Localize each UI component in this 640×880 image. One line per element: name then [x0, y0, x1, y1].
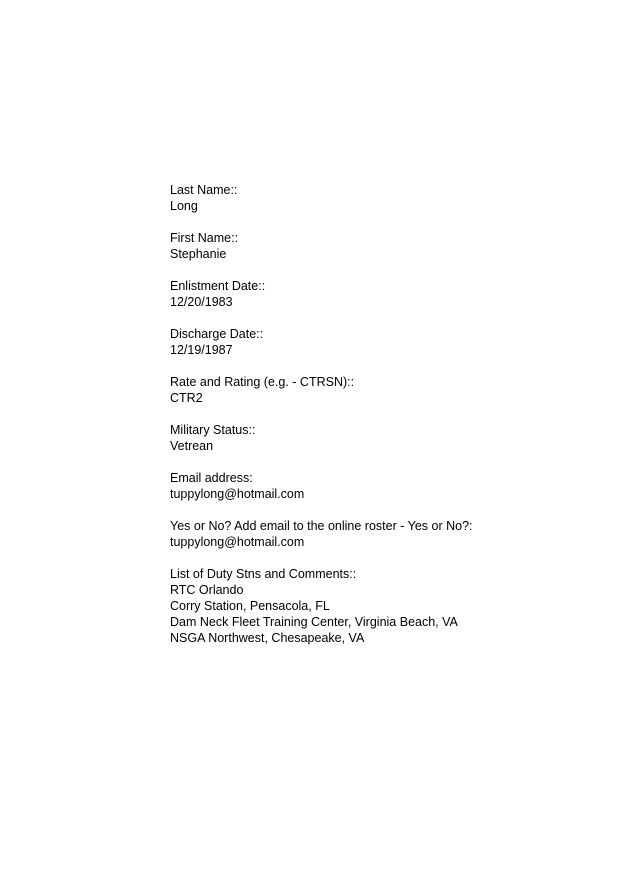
- field-rate-and-rating: [170, 374, 610, 406]
- field-last-name: [170, 182, 610, 214]
- field-label: First Name::: [170, 231, 239, 245]
- field-enlistment-date: [170, 278, 610, 310]
- field-value: 12/19/1987: [170, 343, 233, 357]
- duty-station-item: Corry Station, Pensacola, FL: [170, 599, 330, 613]
- duty-station-item: NSGA Northwest, Chesapeake, VA: [170, 631, 365, 645]
- field-email-address: [170, 470, 610, 502]
- field-value: tuppylong@hotmail.com: [170, 487, 305, 501]
- field-label: Military Status::: [170, 423, 256, 437]
- field-value: tuppylong@hotmail.com: [170, 535, 305, 549]
- field-label: Enlistment Date::: [170, 279, 266, 293]
- field-value: Stephanie: [170, 247, 227, 261]
- field-label: Rate and Rating (e.g. - CTRSN)::: [170, 375, 355, 389]
- field-label: Email address:: [170, 471, 253, 485]
- duty-station-item: Dam Neck Fleet Training Center, Virginia Beach, VA: [170, 615, 458, 629]
- field-value: 12/20/1983: [170, 295, 233, 309]
- field-value: CTR2: [170, 391, 203, 405]
- field-label: List of Duty Stns and Comments::: [170, 567, 357, 581]
- field-label: Yes or No? Add email to the online roster - Yes or No?:: [170, 519, 473, 533]
- document-body: [170, 182, 610, 662]
- field-label: Discharge Date::: [170, 327, 264, 341]
- duty-station-item: RTC Orlando: [170, 583, 244, 597]
- field-first-name: [170, 230, 610, 262]
- field-label: Last Name::: [170, 183, 238, 197]
- field-online-roster: [170, 518, 610, 550]
- field-military-status: [170, 422, 610, 454]
- field-value: Long: [170, 199, 198, 213]
- field-value: Vetrean: [170, 439, 214, 453]
- field-discharge-date: [170, 326, 610, 358]
- field-duty-stations: [170, 566, 610, 646]
